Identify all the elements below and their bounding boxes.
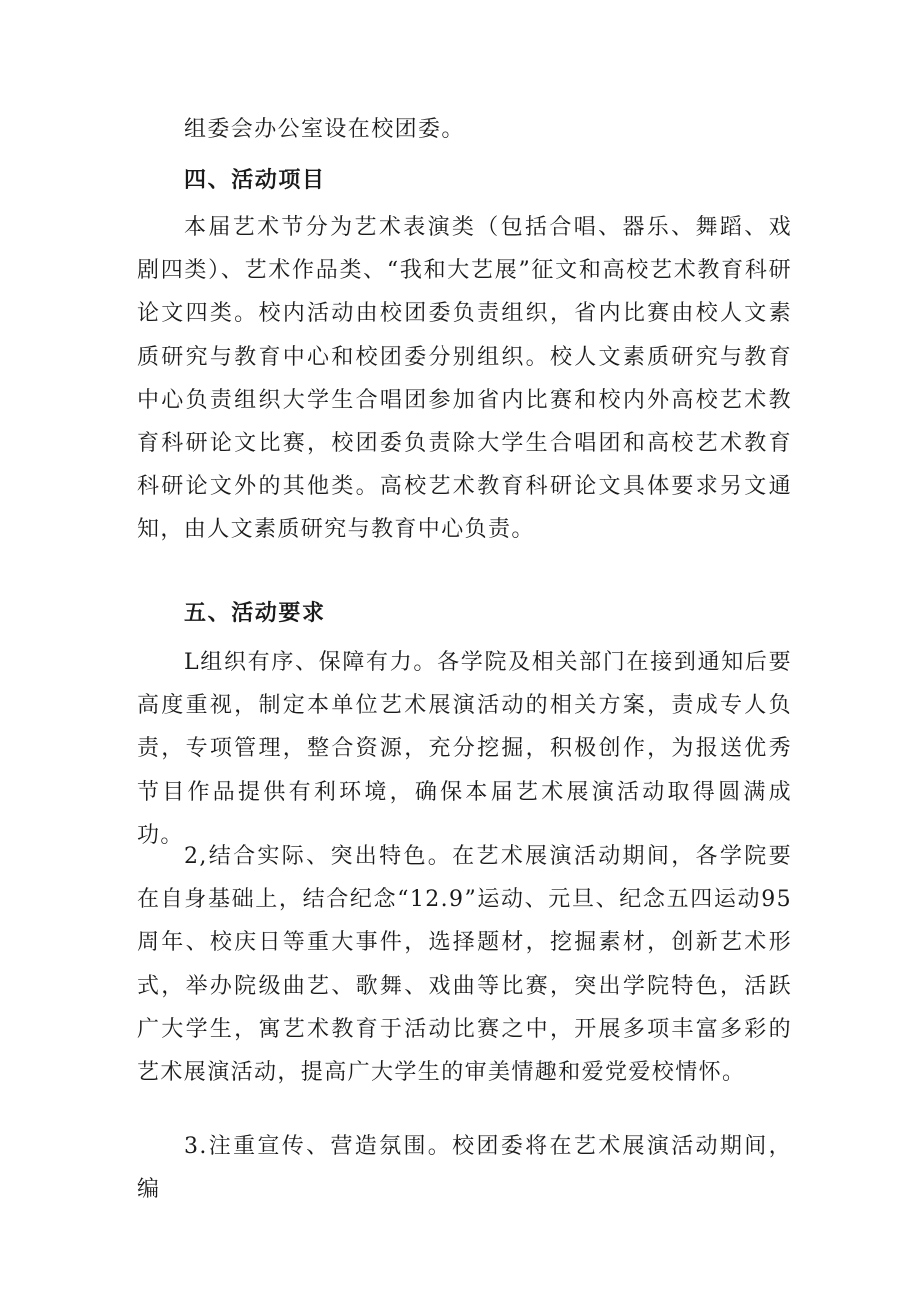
paragraph-activity-items: 本届艺术节分为艺术表演类（包括合唱、器乐、舞蹈、戏剧四类）、艺术作品类、“我和大艺展”征文和高校艺术教育科研论文四类。校内活动由校团委负责组织，省内比赛由校人文素质研究与教育中心和校团委分别组织。校人文素质研究与教育中心负责组织大学生合唱团参加省内比赛和校内外高校艺术教育科研论文比赛，校团委负责除大学生合唱团和高校艺术教育科研论文外的其他类。高校艺术教育科研论文具体要求另文通知，由人文素质研究与教育中心负责。 — [137, 215, 792, 543]
section-heading-activity-items: 四、活动项目 — [184, 168, 326, 193]
section-heading-activity-requirements: 五、活动要求 — [184, 601, 326, 626]
paragraph-office-location: 组委会办公室设在校团委。 — [184, 117, 465, 142]
paragraph-requirement-2: 2,结合实际、突出特色。在艺术展演活动期间，各学院要在自身基础上，结合纪念“12.9”运动、元旦、纪念五四运动95周年、校庆日等重大事件，选择题材，挖掘素材，创新艺术形式，举办院级曲艺、歌舞、戏曲等比赛，突出学院特色，活跃广大学生，寓艺术教育于活动比赛之中，开展多项丰富多彩的艺术展演活动，提高广大学生的审美情趣和爱党爱校情怀。 — [137, 844, 792, 1086]
paragraph-requirement-1: L组织有序、保障有力。各学院及相关部门在接到通知后要高度重视，制定本单位艺术展演活动的相关方案，责成专人负责，专项管理，整合资源，充分挖掘，积极创作，为报送优秀节目作品提供有利环境，确保本届艺术展演活动取得圆满成功。 — [137, 650, 792, 848]
paragraph-requirement-3: 3.注重宣传、营造氛围。校团委将在艺术展演活动期间，编 — [137, 1134, 792, 1203]
